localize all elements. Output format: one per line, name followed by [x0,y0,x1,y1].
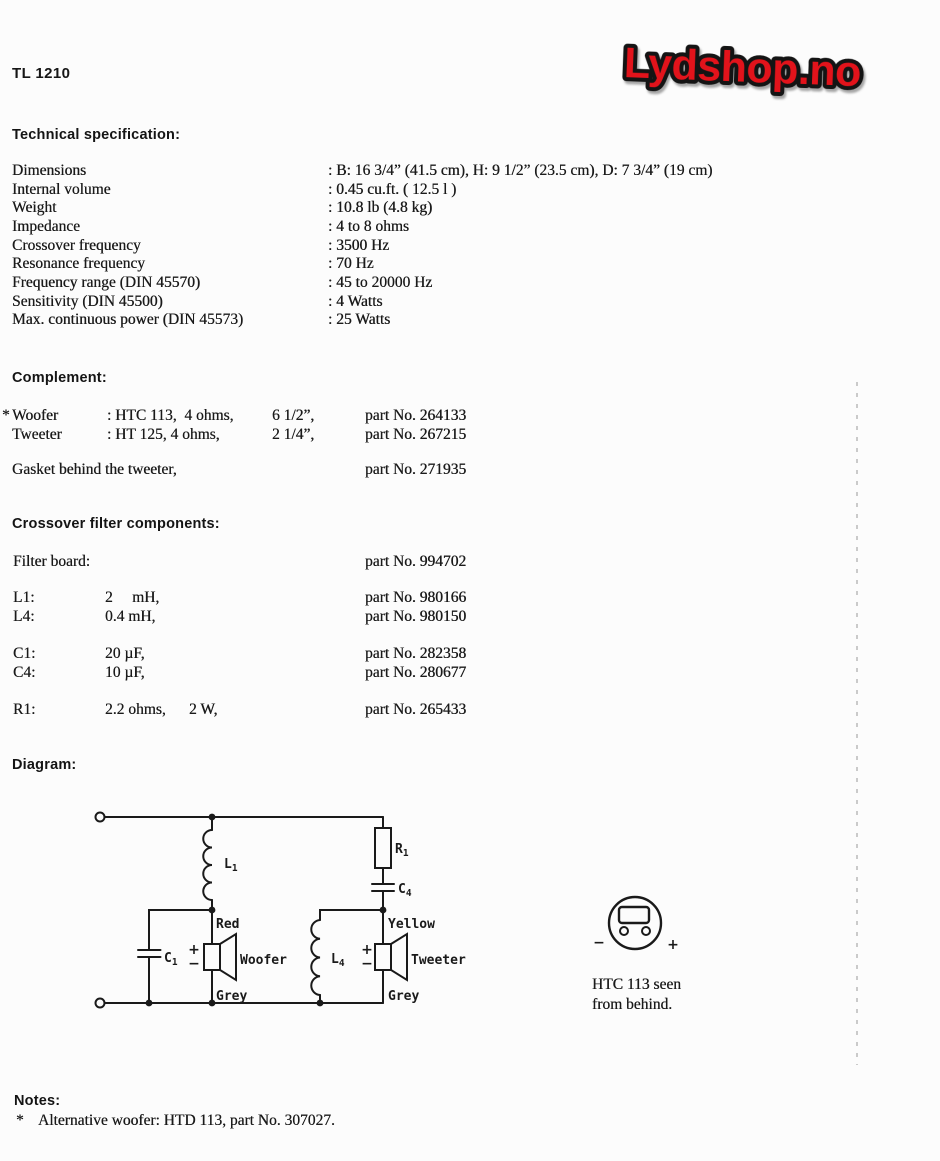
driver-name: Tweeter [12,426,62,443]
capacitor-c4 [372,884,394,891]
spec-row [0,311,940,329]
component-row-l4 [0,608,940,626]
complement-row-woofer [0,407,940,425]
crossover-circuit-diagram [90,790,470,1020]
input-terminal-minus [96,999,105,1008]
woofer-plus-sign: + [188,942,200,958]
spec-label: Weight [12,199,57,216]
htc113-caption-line2: from behind. [592,995,673,1013]
spec-label: Max. continuous power (DIN 45573) [12,311,244,328]
tech-spec-heading: Technical specification: [12,127,181,143]
spec-label: Internal volume [12,181,111,198]
footnote-marker: * [2,407,10,424]
spec-label: Dimensions [12,162,87,179]
label-c1: $C_1$ [164,951,178,968]
spec-value: : 4 Watts [328,293,383,310]
component-ref: C1: [13,645,36,662]
label-yellow-wire: Yellow [388,917,435,932]
component-value: 10 µF, [105,664,145,681]
complement-row-tweeter [0,426,940,444]
label-l1: $L_1$ [224,857,238,874]
tweeter-cone [391,934,407,980]
note-row [0,1112,940,1130]
label-grey-wire-tweeter: Grey [388,989,420,1004]
component-ref: R1: [13,701,36,718]
spec-row [0,181,940,199]
component-ref: L4: [13,608,35,625]
component-row-r1 [0,701,940,719]
spec-row [0,293,940,311]
component-row-c1 [0,645,940,663]
driver-name: Woofer [12,407,59,424]
spec-value: : 45 to 20000 Hz [328,274,433,291]
filter-board-row [0,553,940,571]
terminal-hole-minus [620,927,628,935]
woofer-minus-sign: − [188,956,200,972]
spec-value: : 3500 Hz [328,237,390,254]
spec-row [0,199,940,217]
label-tweeter: Tweeter [411,953,466,968]
component-value: 2 mH, [105,589,160,606]
driver-desc: : HT 125, 4 ohms, [107,426,220,443]
terminal-hole-plus [642,927,650,935]
htc113-caption [592,975,681,1014]
part-number: part No. 280677 [365,664,467,681]
spec-row [0,218,940,236]
part-number: part No. 264133 [365,407,467,424]
spec-label: Frequency range (DIN 45570) [12,274,201,291]
resistor-r1 [375,828,391,868]
model-number: TL 1210 [12,65,71,82]
spec-row [0,237,940,255]
gasket-label: Gasket behind the tweeter, [12,461,177,478]
part-number: part No. 271935 [365,461,467,478]
terminal-plate [619,907,649,923]
woofer-symbol [204,944,220,970]
htc113-rear-view [585,885,715,970]
component-row-c4 [0,664,940,682]
part-number: part No. 994702 [365,553,467,570]
part-number: part No. 980166 [365,589,467,606]
label-c4: $C_4$ [398,882,412,899]
label-r1: $R_1$ [395,842,409,859]
component-value: 0.4 mH, [105,608,156,625]
label-l4: $L_4$ [331,952,345,969]
note-text: Alternative woofer: HTD 113, part No. 307027. [38,1112,335,1129]
driver-size: 2 1/4”, [272,426,315,443]
footnote-marker: * [16,1112,24,1129]
part-number: part No. 265433 [365,701,467,718]
component-value: 2.2 ohms, 2 W, [105,701,218,718]
spec-label: Sensitivity (DIN 45500) [12,293,163,310]
scan-artifact-line [856,375,858,1065]
spec-value: : 70 Hz [328,255,374,272]
spec-label: Resonance frequency [12,255,145,272]
lydshop-logo [615,21,892,113]
label-woofer: Woofer [240,953,287,968]
diagram-heading: Diagram: [12,757,77,773]
woofer-cone [220,934,236,980]
spec-row [0,162,940,180]
complement-heading: Complement: [12,370,107,386]
tweeter-symbol [375,944,391,970]
spec-value: : 0.45 cu.ft. ( 12.5 l ) [328,181,457,198]
part-number: part No. 980150 [365,608,467,625]
tweeter-minus-sign: − [361,956,373,972]
spec-label: Impedance [12,218,80,235]
inductor-l1 [203,830,212,900]
htc-minus-sign: − [593,935,605,951]
spec-value: : B: 16 3/4” (41.5 cm), H: 9 1/2” (23.5 cm), D: 7 3/4” (19 cm) [328,162,713,179]
spec-value: : 10.8 lb (4.8 kg) [328,199,433,216]
spec-value: : 25 Watts [328,311,391,328]
crossover-heading: Crossover filter components: [12,516,220,532]
notes-heading: Notes: [14,1093,61,1109]
input-terminal-plus [96,813,105,822]
driver-size: 6 1/2”, [272,407,315,424]
htc-plus-sign: + [667,937,679,953]
driver-desc: : HTC 113, 4 ohms, [107,407,234,424]
component-value: 20 µF, [105,645,145,662]
spec-row [0,255,940,273]
filter-board-label: Filter board: [13,553,91,570]
component-ref: L1: [13,589,35,606]
inductor-l4 [311,920,320,995]
part-number: part No. 282358 [365,645,467,662]
spec-row [0,274,940,292]
label-red-wire: Red [216,917,240,932]
gasket-row [0,461,940,479]
spec-value: : 4 to 8 ohms [328,218,409,235]
part-number: part No. 267215 [365,426,467,443]
component-row-l1 [0,589,940,607]
htc113-caption-line1: HTC 113 seen [592,976,681,993]
component-ref: C4: [13,664,36,681]
spec-label: Crossover frequency [12,237,141,254]
logo-text: Lydshop.no [623,39,862,97]
capacitor-c1 [138,950,161,957]
tweeter-plus-sign: + [361,942,373,958]
label-grey-wire-woofer: Grey [216,989,248,1004]
